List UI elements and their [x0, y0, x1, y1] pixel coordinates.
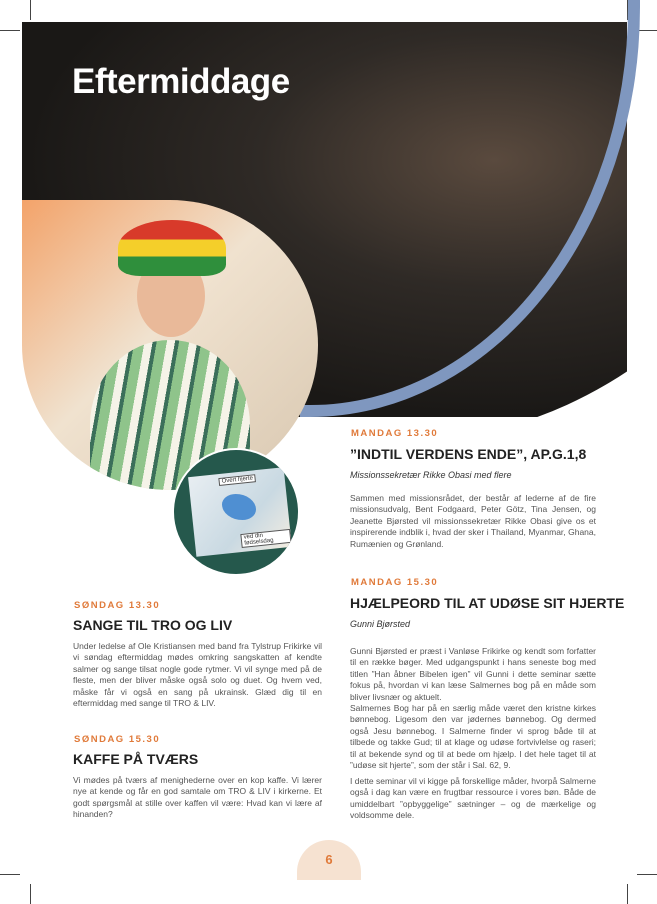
section-heading: HJÆLPEORD TIL AT UDØSE SIT HJERTE	[350, 595, 625, 611]
crop-mark	[0, 874, 20, 875]
section-text: Under ledelse af Ole Kristiansen med band fra Tylstrup Frikirke vil vi søndag eftermiddag mødes omkring sangskatten af kendte salmer og sange tilsat nogle gode rytmer. Vi vil synge med på de fleste, men der bliver måske også solo og duet. Og hvem ved, måske får vi også en sang på ukrainsk. Glæd dig til en eftermiddag med sange til TRO & LIV.	[73, 641, 322, 709]
section-kicker: SØNDAG 15.30	[74, 734, 161, 745]
section-text: Salmernes Bog har på en særlig måde været den kristne kirkes bønnebog. Ligesom den var jødernes bønnebog. Og dermed også Jesu bønnebog. I Salmerne finder vi sprog både til at tilbede og takke Gud; til at klage og udøse fortvivlelse og raseri; til at bekende synd og til at bede om hjælp. I det hele taget til at ”udøse sit hjerte”, som der står i Sal. 62, 9.	[350, 703, 596, 771]
section-heading: KAFFE PÅ TVÆRS	[73, 751, 199, 767]
page-number: 6	[325, 852, 333, 867]
section-kicker: MANDAG 13.30	[351, 428, 439, 439]
section-heading: SANGE TIL TRO OG LIV	[73, 617, 233, 633]
section-text: Sammen med missionsrådet, der består af lederne af de fire missionsudvalg, Bent Fodgaard, Peter Götz, Tina Jensen, og Jeanette Bjørsted vil missionssekretær Rikke Obasi give os et inspirerende indblik i, hvad der sker i Thailand, Myanmar, Ghana, Rumænien og Grønland.	[350, 493, 596, 549]
crop-mark	[637, 30, 657, 31]
craft-tag: ved din fødselsdag	[240, 529, 291, 548]
section-text: I dette seminar vil vi kigge på forskellige måder, hvorpå Salmerne også i dag kan være en frugtbar ressource i vores bøn. Både de umiddelbart ”opbyggelige” sætninger – og de mærkelige og voldsomme dele.	[350, 776, 596, 821]
section-heading: ”INDTIL VERDENS ENDE”, AP.G.1,8	[350, 446, 587, 462]
section-text: Vi mødes på tværs af menighederne over en kop kaffe. Vi lærer nye at kende og får en god samtale om TRO & LIV i kirkerne. Et godt spørgsmål at stille over kaffen vil være: Hvad kan vi lære af hinanden?	[73, 775, 322, 820]
portrait-hat	[118, 220, 226, 276]
crop-mark	[637, 874, 657, 875]
section-subtitle: Missionssekretær Rikke Obasi med flere	[350, 470, 512, 480]
craft-card-photo	[172, 448, 300, 576]
section-subtitle: Gunni Bjørsted	[350, 619, 411, 629]
section-text: Gunni Bjørsted er præst i Vanløse Frikirke og kendt som forfatter til en række bøger. Med udgangspunkt i hans seneste bog med titlen ”Han åbner Bibelen igen” vil Gunni i dette seminar sætte fokus på, hvordan vi kan læse Salmernes bog på en måde som bliver livsnær og aktuelt.	[350, 646, 596, 702]
section-kicker: SØNDAG 13.30	[74, 600, 161, 611]
crop-mark	[0, 30, 20, 31]
crop-mark	[30, 884, 31, 904]
page-number-tab	[297, 840, 361, 880]
craft-tag: Overt hjerte	[218, 474, 256, 486]
crop-mark	[30, 0, 31, 20]
section-kicker: MANDAG 15.30	[351, 577, 439, 588]
page-title: Eftermiddage	[72, 62, 290, 101]
portrait-photo	[22, 200, 318, 490]
crop-mark	[627, 884, 628, 904]
